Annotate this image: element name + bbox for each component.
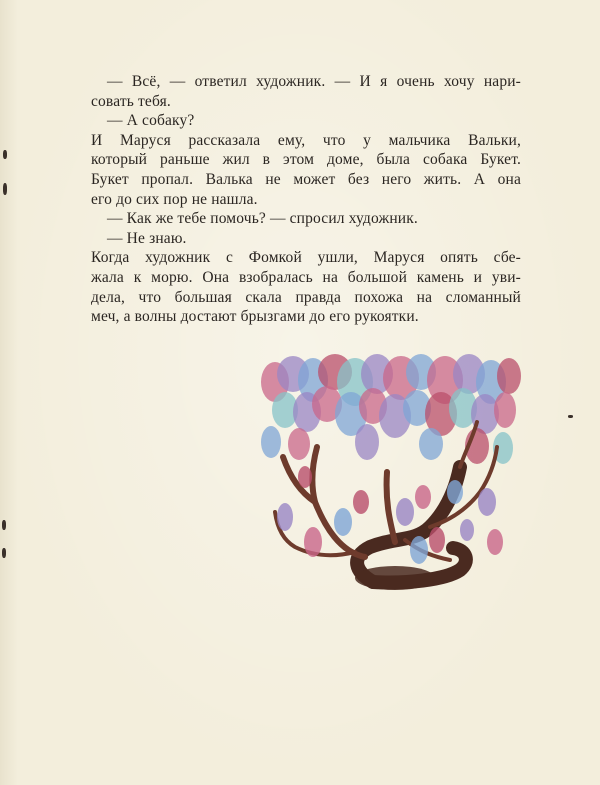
- hanging-blossom: [334, 508, 352, 536]
- blossom: [419, 428, 443, 460]
- hanging-blossom: [415, 485, 431, 509]
- text-line: — А собаку?: [107, 112, 195, 130]
- hanging-blossom: [478, 488, 496, 516]
- blossom: [497, 358, 521, 394]
- hanging-blossom: [298, 466, 312, 488]
- hanging-blossom: [460, 519, 474, 541]
- page-text: [91, 72, 521, 327]
- blossom: [355, 424, 379, 460]
- hanging-blossom: [410, 536, 428, 564]
- hanging-blossom: [487, 529, 503, 555]
- branch: [387, 472, 395, 542]
- hanging-blossom: [304, 527, 322, 557]
- margin-speck: [2, 548, 6, 558]
- text-line: совать тебя.: [91, 92, 171, 110]
- trunk-base: [355, 566, 435, 590]
- text-line: — Не знаю.: [107, 229, 187, 247]
- hanging-blossom: [447, 480, 463, 504]
- text-line: Букет пропал. Валька не может без него жить. А она: [91, 170, 521, 188]
- margin-speck: [2, 520, 6, 530]
- blossom: [494, 392, 516, 428]
- margin-speck: [3, 150, 7, 159]
- hanging-blossom: [277, 503, 293, 531]
- text-line: И Маруся рассказала ему, что у мальчика Вальки,: [91, 131, 521, 149]
- text-line: дела, что большая скала правда похожа на сломанный: [91, 288, 521, 306]
- margin-speck: [568, 415, 573, 418]
- text-line: его до сих пор не нашла.: [91, 190, 258, 208]
- text-line: Когда художник с Фомкой ушли, Маруся опять сбе-: [91, 249, 521, 267]
- text-line: который раньше жил в этом доме, была собака Букет.: [91, 151, 521, 169]
- blossom: [288, 428, 310, 460]
- hanging-blossom: [396, 498, 414, 526]
- margin-speck: [3, 183, 7, 195]
- text-line: — Всё, — ответил художник. — И я очень хочу нари-: [107, 73, 521, 90]
- text-line: жала к морю. Она взобралась на большой камень и уви-: [91, 268, 521, 286]
- text-line: — Как же тебе помочь? — спросил художник.: [107, 210, 418, 228]
- text-line: меч, а волны достают брызгами до его рукоятки.: [91, 308, 419, 326]
- blossom-cluster: [261, 354, 521, 464]
- hanging-blossom: [353, 490, 369, 514]
- tree-illustration: [255, 352, 525, 597]
- hanging-blossom: [429, 527, 445, 553]
- blossom: [261, 426, 281, 458]
